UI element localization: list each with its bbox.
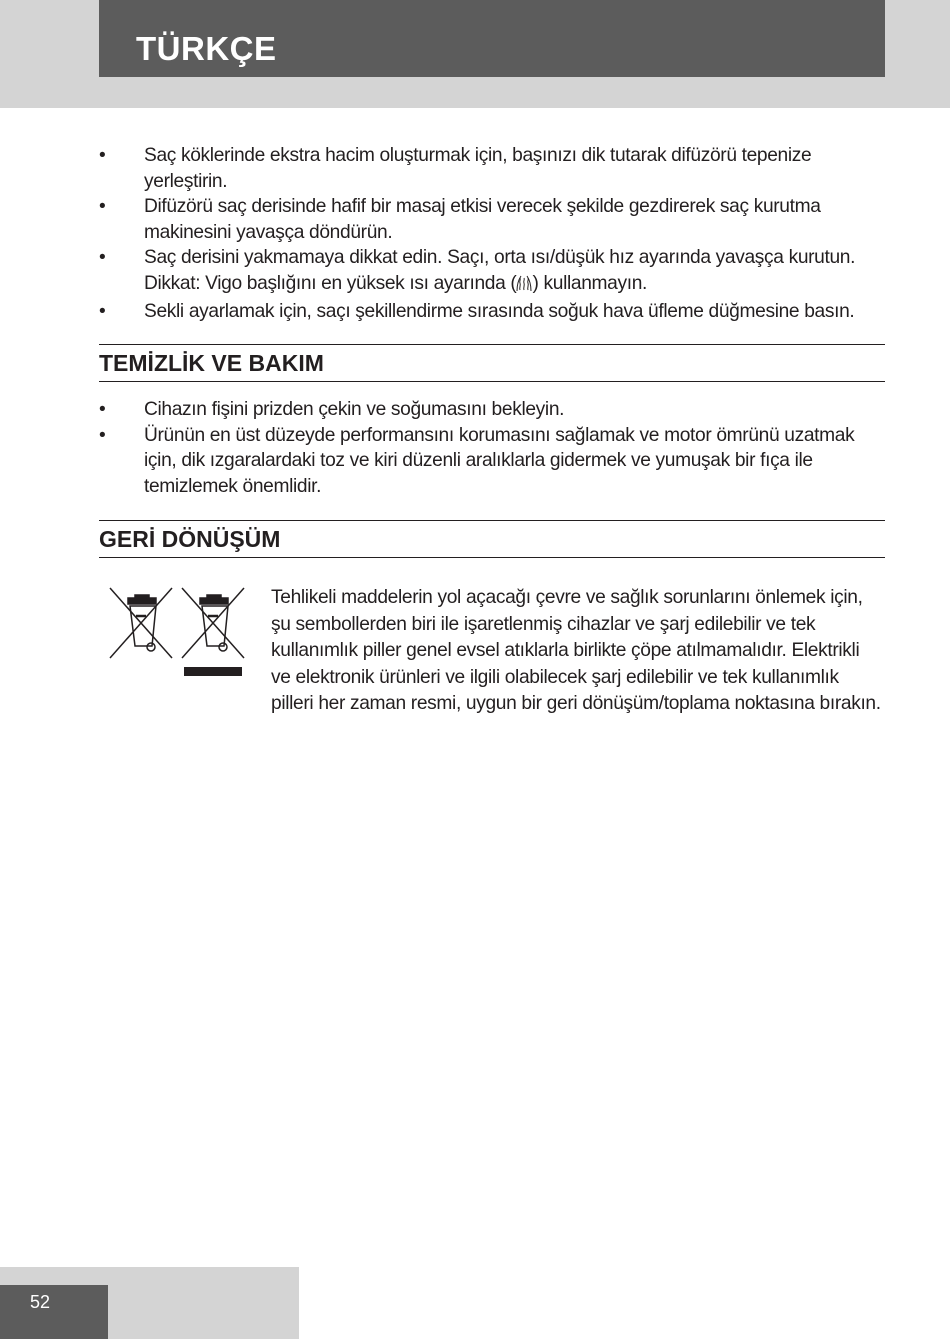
list-item-text: Saç derisini yakmamaya dikkat edin. Saçı, orta ısı/düşük hız ayarında yavaşça kurutun. Dikkat: Vigo başlığını en yüksek ısı ayarında ( xyxy=(144,247,856,294)
list-item xyxy=(99,299,889,325)
list-item-text: Sekli ayarlamak için, saçı şekillendirme sırasında soğuk hava üfleme düğmesine basın. xyxy=(144,301,855,322)
page-number: 52 xyxy=(30,1292,51,1312)
bullet-marker: • xyxy=(99,247,106,268)
list-item-text: Saç köklerinde ekstra hacim oluşturmak için, başınızı dik tutarak difüzörü tepenize yerleştirin. xyxy=(144,145,812,192)
cleaning-bullet-list xyxy=(99,397,889,499)
list-item-text: Cihazın fişini prizden çekin ve soğumasını bekleyin. xyxy=(144,399,565,420)
list-item xyxy=(99,397,889,423)
intro-bullet-list xyxy=(99,143,889,325)
crossed-out-wheelie-bin-with-bar-icon xyxy=(182,588,244,676)
cleaning-heading: TEMİZLİK VE BAKIM xyxy=(99,344,885,382)
page-number-box xyxy=(0,1285,108,1339)
page-title: TÜRKÇE xyxy=(136,30,277,67)
crossed-out-wheelie-bin-icon xyxy=(110,588,172,658)
recycling-text: Tehlikeli maddelerin yol açacağı çevre ve sağlık sorunlarını önlemek için, şu sembollerden biri ile işaretlenmiş cihazlar ve şarj edilebilir ve tek kullanımlık piller genel evsel atıklarla birlikte çöpe atılmamalıdır. Elektrikli ve elektronik ürünleri ve ilgili olabilecek şarj edilebilir ve tek kullanımlık pilleri her zaman resmi, uygun bir geri dönüşüm/toplama noktasına bırakın. xyxy=(271,587,881,715)
list-item-text: Ürünün en üst düzeyde performansını korumasını sağlamak ve motor ömrünü uzatmak için, dik ızgaralardaki toz ve kiri düzenli aralıklarla gidermek ve yumuşak bir fıça ile temizlemek önemlidir. xyxy=(144,424,855,497)
heat-setting-icon xyxy=(516,274,532,300)
bullet-marker: • xyxy=(99,424,106,446)
list-item-text-end: ) kullanmayın. xyxy=(532,272,648,294)
list-item xyxy=(99,245,889,299)
list-item xyxy=(99,423,889,500)
recycling-heading: GERİ DÖNÜŞÜM xyxy=(99,520,885,558)
weee-symbols xyxy=(104,586,250,680)
bullet-marker: • xyxy=(99,145,106,166)
bullet-marker: • xyxy=(99,399,106,420)
bullet-marker: • xyxy=(99,301,106,322)
bullet-marker: • xyxy=(99,196,106,217)
list-item-text: Difüzörü saç derisinde hafif bir masaj etkisi verecek şekilde gezdirerek saç kurutma makinesini yavaşça döndürün. xyxy=(144,196,821,243)
language-title-box xyxy=(99,0,885,77)
list-item xyxy=(99,143,889,194)
list-item xyxy=(99,194,889,245)
